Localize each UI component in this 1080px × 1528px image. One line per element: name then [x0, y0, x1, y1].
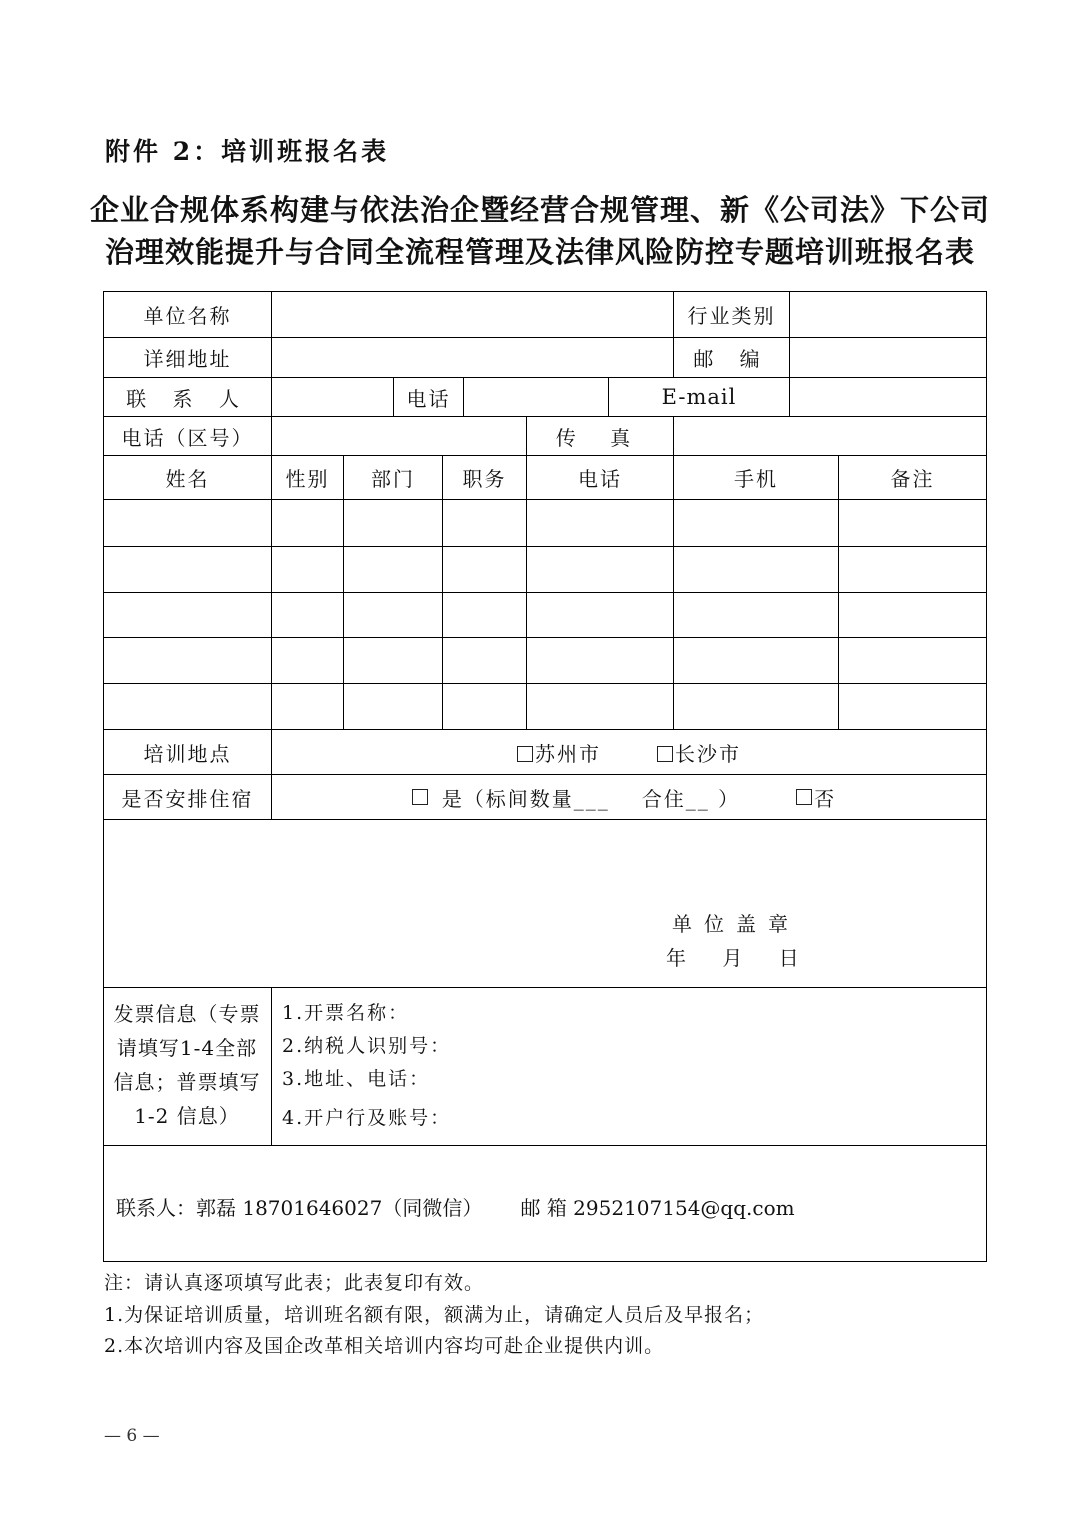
table-rule [103, 987, 987, 988]
training-location-options [272, 730, 986, 774]
email-label: E-mail [661, 385, 737, 409]
attachment-heading: 附件 2：培训班报名表 [105, 137, 390, 166]
unit-name-field[interactable] [272, 292, 673, 337]
lodging-yes-label: 是（标间数量___ [441, 786, 610, 811]
phone-label: 电话 [406, 386, 451, 411]
invoice-label-line: 请填写1-4全部 [116, 1036, 258, 1060]
column-header: 备注 [890, 467, 935, 491]
date-label: 年 月 日 [666, 946, 805, 970]
column-header: 手机 [734, 467, 778, 491]
participant-row[interactable] [104, 500, 986, 546]
invoice-label-line: 1-2 信息） [134, 1104, 240, 1128]
fax-label: 传 真 [555, 425, 645, 450]
table-rule [103, 819, 987, 820]
invoice-label-line: 信息；普票填写 [113, 1070, 261, 1094]
checkbox-icon[interactable] [517, 746, 533, 762]
lodging-label: 是否安排住宿 [121, 786, 254, 811]
lodging-no-label: 否 [814, 786, 837, 811]
column-header: 姓名 [165, 467, 210, 491]
form-title-line-2: 治理效能提升与合同全流程管理及法律风险防控专题培训班报名表 [104, 235, 975, 269]
table-rule [103, 1261, 987, 1262]
checkbox-icon[interactable] [657, 746, 673, 762]
note-line: 1.为保证培训质量，培训班名额有限，额满为止，请确定人员后及早报名； [104, 1304, 765, 1326]
invoice-item: 1.开票名称： [282, 1002, 410, 1024]
contact-person-field[interactable] [272, 378, 393, 416]
participant-row[interactable] [104, 547, 986, 592]
fax-field[interactable] [674, 417, 986, 455]
participant-row[interactable] [104, 638, 986, 683]
postcode-label: 邮 编 [693, 347, 770, 371]
lodging-options [272, 775, 986, 819]
unit-seal-label: 单位盖章 [672, 912, 800, 936]
form-title-line-1: 企业合规体系构建与依法治企暨经营合规管理、新《公司法》下公司 [89, 193, 990, 227]
area-phone-label: 电话（区号） [121, 425, 254, 450]
postcode-field[interactable] [790, 338, 986, 377]
checkbox-icon[interactable] [412, 789, 428, 805]
column-header: 职务 [462, 467, 507, 491]
invoice-label-line: 发票信息（专票 [113, 1002, 261, 1026]
lodging-shared-label: 合住__ ） [641, 786, 741, 811]
address-field[interactable] [272, 338, 673, 377]
contact-person-label: 联 系 人 [126, 386, 249, 411]
invoice-item: 2.纳税人识别号： [282, 1035, 452, 1057]
table-rule [103, 1145, 987, 1146]
page-number: — 6 — [104, 1426, 160, 1446]
phone-field[interactable] [464, 378, 608, 416]
note-line: 注：请认真逐项填写此表；此表复印有效。 [104, 1272, 485, 1294]
column-header: 性别 [285, 467, 330, 491]
invoice-item: 4.开户行及账号： [282, 1107, 452, 1129]
checkbox-icon[interactable] [796, 789, 812, 805]
organizer-contact-info: 联系人：郭磊 18701646027（同微信） 邮 箱 2952107154@qq.com [116, 1196, 795, 1220]
column-header: 电话 [578, 467, 622, 491]
industry-field[interactable] [790, 292, 986, 337]
participant-row[interactable] [104, 684, 986, 729]
unit-name-label: 单位名称 [143, 304, 232, 328]
participant-row[interactable] [104, 593, 986, 637]
location-option-suzhou[interactable] [517, 738, 601, 767]
training-location-label: 培训地点 [143, 741, 232, 766]
location-option-label: 苏州市 [535, 741, 601, 766]
note-line: 2.本次培训内容及国企改革相关培训内容均可赴企业提供内训。 [104, 1335, 665, 1357]
address-label: 详细地址 [143, 347, 232, 371]
email-field[interactable] [790, 378, 986, 416]
industry-label: 行业类别 [687, 304, 776, 328]
area-phone-field[interactable] [272, 417, 526, 455]
table-rule [271, 987, 272, 1145]
column-header: 部门 [371, 467, 415, 491]
location-option-changsha[interactable] [657, 738, 741, 767]
invoice-item: 3.地址、电话： [282, 1068, 431, 1090]
location-option-label: 长沙市 [675, 741, 741, 766]
table-rule [986, 291, 987, 1262]
